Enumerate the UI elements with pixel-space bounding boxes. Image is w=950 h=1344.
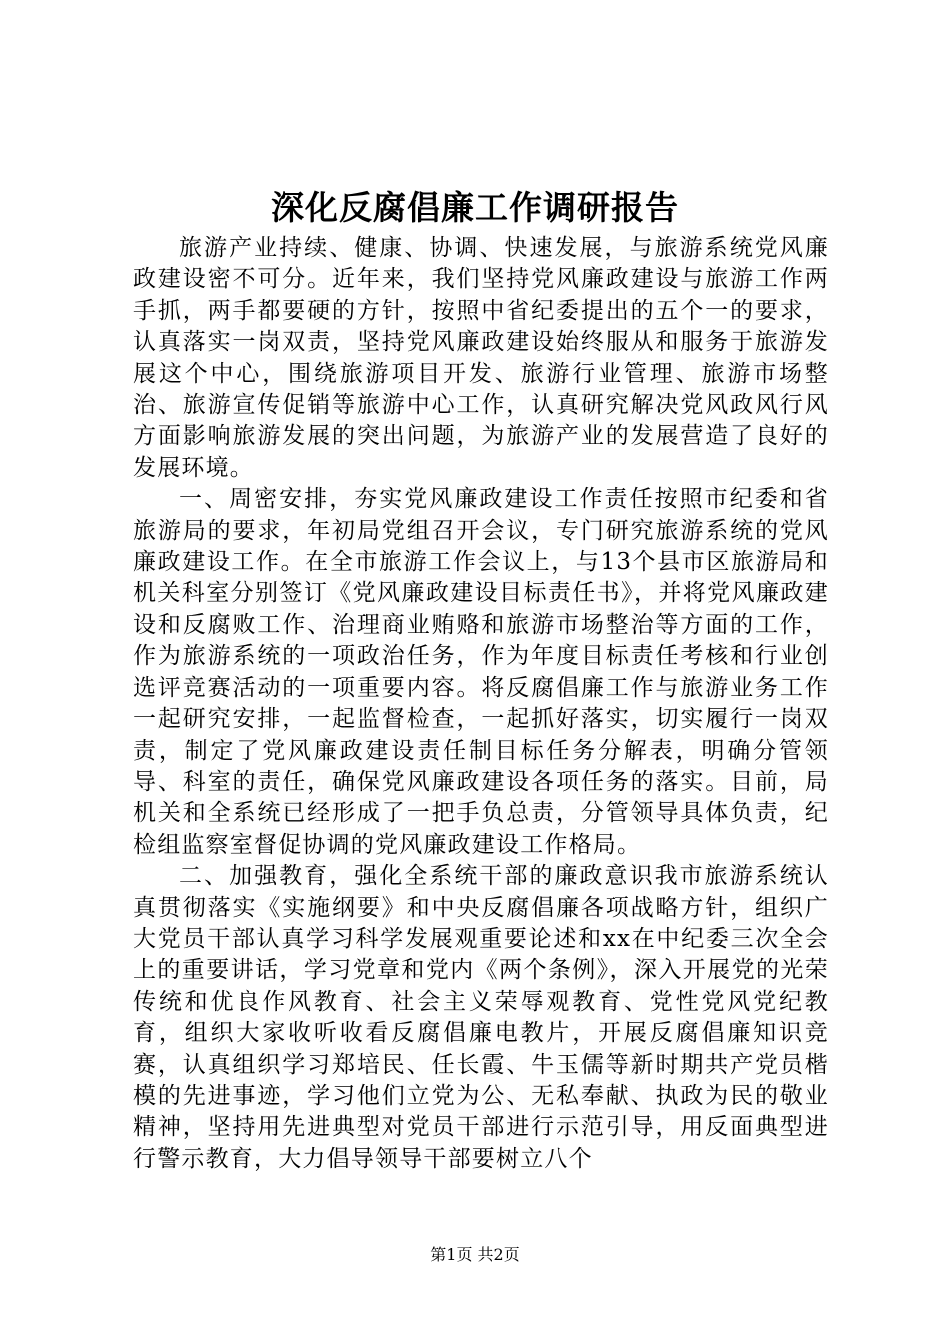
paragraph-section-two: 二、加强教育，强化全系统干部的廉政意识我市旅游系统认真贯彻落实《实施纲要》和中央反腐倡廉各项战略方针，组织广大党员干部认真学习科学发展观重要论述和xx在中纪委三次全会上的重要讲话，学习党章和党内《两个条例》，深入开展党的光荣传统和优良作风教育、社会主义荣辱观教育、党性党风党纪教育，组织大家收听收看反腐倡廉电教片，开展反腐倡廉知识竞赛，认真组织学习郑培民、任长霞、牛玉儒等新时期共产党员楷模的先进事迹，学习他们立党为公、无私奉献、执政为民的敬业精神，坚持用先进典型对党员干部进行示范引导，用反面典型进行警示教育，大力倡导领导干部要树立八个	[133, 863, 829, 1172]
document-body	[133, 233, 829, 1175]
paragraph-intro: 旅游产业持续、健康、协调、快速发展，与旅游系统党风廉政建设密不可分。近年来，我们坚持党风廉政建设与旅游工作两手抓，两手都要硬的方针，按照中省纪委提出的五个一的要求，认真落实一岗双责，坚持党风廉政建设始终服从和服务于旅游发展这个中心，围绕旅游项目开发、旅游行业管理、旅游市场整治、旅游宣传促销等旅游中心工作，认真研究解决党风政风行风方面影响旅游发展的突出问题，为旅游产业的发展营造了良好的发展环境。	[133, 235, 829, 481]
document-title: 深化反腐倡廉工作调研报告	[271, 188, 679, 227]
paragraph-section-one: 一、周密安排，夯实党风廉政建设工作责任按照市纪委和省旅游局的要求，年初局党组召开会议，专门研究旅游系统的党风廉政建设工作。在全市旅游工作会议上，与13个县市区旅游局和机关科室分别签订《党风廉政建设目标责任书》，并将党风廉政建设和反腐败工作、治理商业贿赂和旅游市场整治等方面的工作，作为旅游系统的一项政治任务，作为年度目标责任考核和行业创选评竞赛活动的一项重要内容。将反腐倡廉工作与旅游业务工作一起研究安排，一起监督检查，一起抓好落实，切实履行一岗双责，制定了党风廉政建设责任制目标任务分解表，明确分管领导、科室的责任，确保党风廉政建设各项任务的落实。目前，局机关和全系统已经形成了一把手负总责，分管领导具体负责，纪检组监察室督促协调的党风廉政建设工作格局。	[133, 486, 829, 858]
page-number-footer: 第1页 共2页	[430, 1245, 520, 1264]
